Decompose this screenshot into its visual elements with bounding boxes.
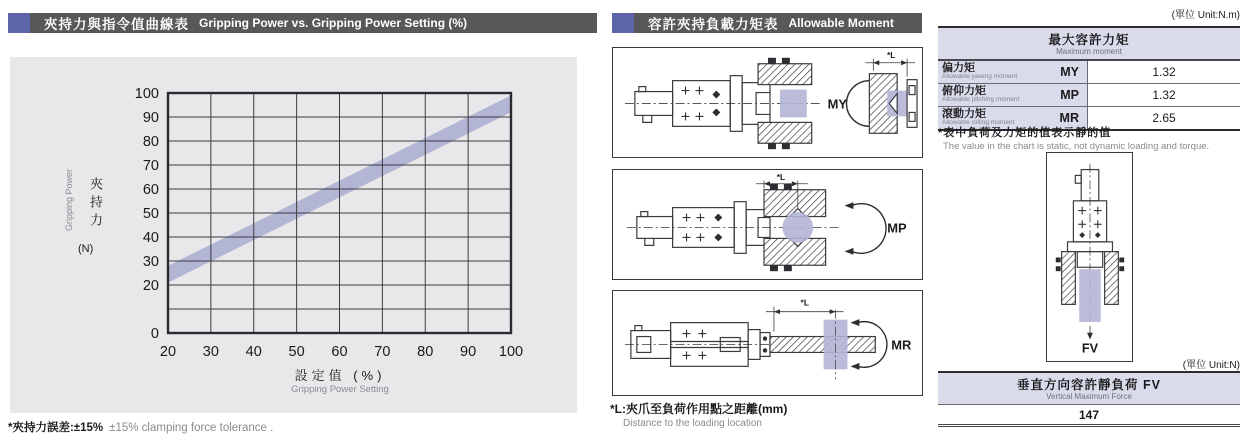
- diagram-footnote-zh: *L:夾爪至負荷作用點之距離(mm): [610, 402, 788, 416]
- y-axis-label-zh: 夾持力: [88, 177, 103, 231]
- x-tick-label: 50: [288, 344, 305, 360]
- table-row-my: [938, 61, 1240, 83]
- row-code: MP: [1060, 88, 1079, 102]
- my-moment-diagram: [613, 48, 922, 157]
- my-diagram-box: [612, 47, 923, 158]
- unit-label-nm: (單位 Unit:N.m): [1171, 10, 1240, 21]
- x-axis-label-zh: 設定值 (%): [294, 368, 386, 383]
- mr-diagram-box: [612, 290, 923, 396]
- x-tick-label: 60: [331, 344, 348, 360]
- fv-table-header-zh: 垂直方向容許靜負荷 FV: [1017, 378, 1161, 392]
- mp-moment-diagram: [613, 170, 922, 279]
- left-header-title-zh: 夾持力與指令值曲線表: [44, 17, 189, 32]
- static-value-note-en: The value in the chart is static, not dynamic loading and torque.: [943, 141, 1210, 152]
- chart-footnote-en: ±15% clamping force tolerance .: [109, 422, 274, 434]
- dim-L-label: *L: [776, 171, 786, 182]
- static-value-note-zh: *表中負荷及力矩的值表示靜的值: [938, 127, 1112, 139]
- my-label: MY: [827, 96, 847, 112]
- unit-label-n: (單位 Unit:N): [1182, 360, 1240, 371]
- mr-label: MR: [891, 337, 912, 353]
- gripping-power-chart: [105, 84, 545, 384]
- moment-table-header-zh: 最大容許力矩: [1048, 33, 1130, 47]
- mp-label: MP: [887, 220, 907, 236]
- left-section-header: [8, 13, 597, 33]
- diagram-footnote-en: Distance to the loading location: [623, 418, 762, 429]
- static-value-note: [938, 124, 1209, 152]
- x-tick-label: 100: [498, 344, 524, 360]
- x-tick-label: 80: [417, 344, 434, 360]
- accent-square-icon: [612, 13, 634, 33]
- table-row-mp: [938, 83, 1240, 106]
- y-tick-label: 0: [150, 326, 159, 342]
- x-tick-label: 90: [460, 344, 477, 360]
- fv-table-value: 147: [1078, 407, 1100, 422]
- x-tick-label: 30: [202, 344, 219, 360]
- moment-arc-arrow: [846, 81, 869, 127]
- fv-label: FV: [1081, 341, 1099, 356]
- row-value: 1.32: [1152, 65, 1176, 79]
- left-header-title-en: Gripping Power vs. Gripping Power Setting (%): [199, 16, 468, 30]
- accent-square-icon: [8, 13, 30, 33]
- y-tick-label: 80: [142, 134, 159, 150]
- row-value: 1.32: [1152, 88, 1176, 102]
- fv-force-diagram: [1047, 153, 1132, 361]
- y-tick-label: 100: [134, 86, 159, 102]
- load-rod-hatched: [770, 337, 875, 353]
- row-name-en: Allowable rolling moment: [942, 119, 1015, 127]
- diagram-footnote: [610, 400, 787, 429]
- x-tick-label: 40: [245, 344, 262, 360]
- right-jaw-hatched: [1105, 252, 1119, 305]
- row-name-en: Allowable pitching moment: [942, 96, 1020, 104]
- y-tick-label: 20: [142, 278, 159, 294]
- y-axis-unit: (N): [78, 243, 94, 255]
- y-tick-label: 70: [142, 158, 159, 174]
- maximum-moment-table: [938, 26, 1240, 131]
- load-point: [782, 212, 813, 243]
- y-tick-label: 30: [142, 254, 159, 270]
- x-axis-label-en: Gripping Power Setting: [291, 384, 389, 395]
- y-axis-label-en: Gripping Power: [64, 169, 74, 232]
- lower-jaw-hatched: [758, 122, 812, 143]
- y-tick-label: 90: [142, 110, 159, 126]
- y-tick-label: 60: [142, 182, 159, 198]
- row-name-zh: 俯仰力矩: [942, 84, 986, 97]
- fv-table-header-en: Vertical Maximum Force: [1046, 392, 1132, 401]
- y-tick-label: 40: [142, 230, 159, 246]
- fv-table-header: [938, 373, 1240, 405]
- left-jaw-hatched: [1062, 252, 1076, 305]
- row-name-en: Allowable yawing moment: [942, 73, 1018, 81]
- upper-jaw-hatched: [758, 64, 812, 85]
- dim-L-label: *L: [886, 49, 896, 60]
- x-tick-label: 70: [374, 344, 391, 360]
- gripping-power-chart-panel: [10, 57, 577, 413]
- chart-footnote-zh: *夾持力誤差:±15%: [8, 422, 104, 434]
- workpiece: [1079, 269, 1100, 322]
- row-code: MY: [1060, 65, 1079, 79]
- row-code: MR: [1059, 111, 1079, 125]
- row-value: 2.65: [1152, 111, 1176, 125]
- force-arrow-down: [1087, 333, 1093, 340]
- row-name-zh: 偏力矩: [942, 61, 975, 74]
- x-tick-label: 20: [159, 344, 177, 360]
- mp-diagram-box: [612, 169, 923, 280]
- middle-section-header: [612, 13, 922, 33]
- moment-table-header: [938, 28, 1240, 61]
- moment-arc-arrow: [851, 204, 886, 254]
- middle-header-title-en: Allowable Moment: [788, 16, 894, 30]
- y-tick-label: 50: [142, 206, 159, 222]
- dim-L-label: *L: [800, 297, 809, 308]
- vertical-force-table: [938, 371, 1240, 427]
- mr-moment-diagram: [613, 291, 922, 395]
- fv-diagram-box: [1046, 152, 1133, 362]
- workpiece: [780, 90, 807, 118]
- dimension-L: [865, 50, 915, 77]
- middle-header-title-zh: 容許夾持負載力矩表: [648, 17, 779, 32]
- row-name-zh: 滾動力矩: [942, 107, 986, 120]
- chart-footnote: [8, 419, 273, 435]
- moment-table-header-en: Maximum moment: [1056, 47, 1122, 56]
